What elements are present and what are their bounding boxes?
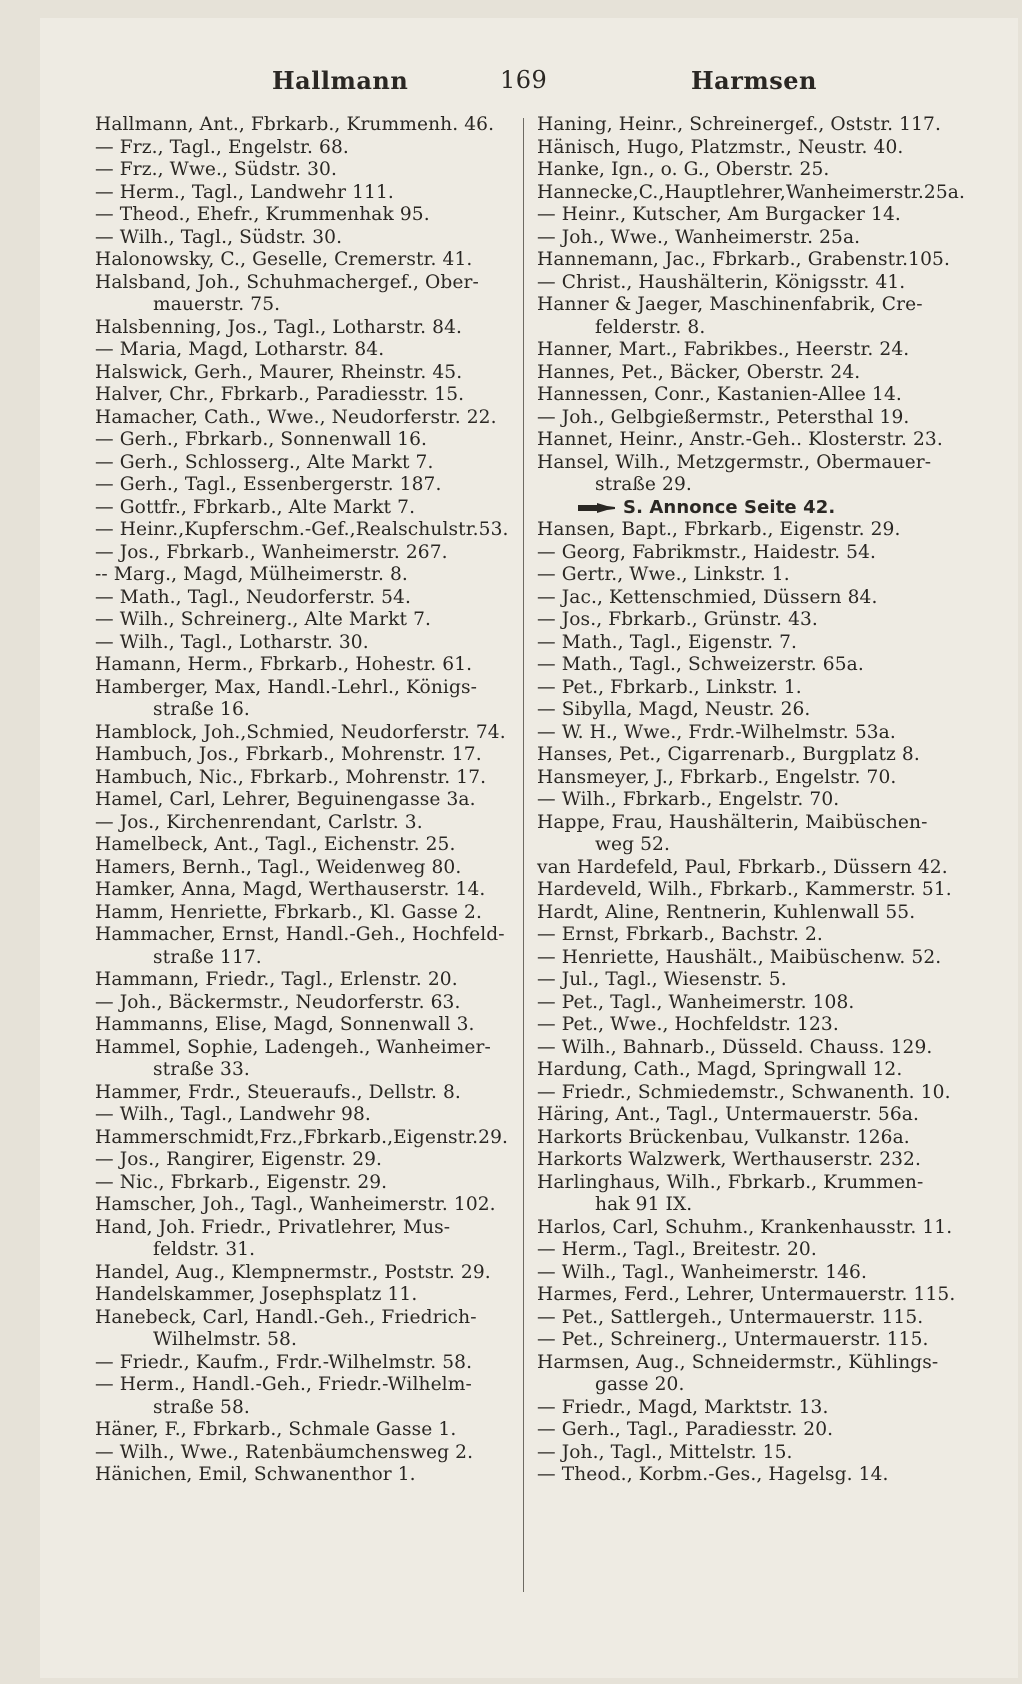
directory-entry: Hamker, Anna, Magd, Werthauserstr. 14. bbox=[95, 879, 486, 900]
directory-entry: Hamelbeck, Ant., Tagl., Eichenstr. 25. bbox=[95, 834, 456, 855]
directory-entry: Halsbenning, Jos., Tagl., Lotharstr. 84. bbox=[95, 316, 463, 338]
directory-entry: Hamann, Herm., Fbrkarb., Hohestr. 61. bbox=[95, 654, 473, 675]
directory-entry: — Gerh., Schlosserg., Alte Markt 7. bbox=[95, 451, 434, 473]
directory-entry: Hannecke,C.,Hauptlehrer,Wanheimerstr.25a. bbox=[537, 181, 965, 203]
directory-entry: — Christ., Haushälterin, Königsstr. 41. bbox=[537, 271, 906, 293]
directory-entry: — Math., Tagl., Eigenstr. 7. bbox=[537, 631, 798, 653]
directory-entry: — Pet., Sattlergeh., Untermauerstr. 115. bbox=[537, 1306, 924, 1328]
directory-entry: Hammann, Friedr., Tagl., Erlenstr. 20. bbox=[95, 969, 458, 990]
directory-entry: — Wilh., Tagl., Landwehr 98. bbox=[95, 1104, 371, 1125]
directory-entry: felderstr. 8. bbox=[595, 316, 706, 338]
directory-entry: Halsband, Joh., Schuhmachergef., Ober- bbox=[95, 271, 479, 293]
running-head-left: Hallmann bbox=[272, 66, 409, 95]
directory-entry: — Jul., Tagl., Wiesenstr. 5. bbox=[537, 969, 787, 990]
directory-entry: Hansmeyer, J., Fbrkarb., Engelstr. 70. bbox=[537, 766, 897, 788]
directory-entry: Hannet, Heinr., Anstr.-Geh.. Klosterstr. 23. bbox=[537, 429, 943, 450]
directory-entry: — Jac., Kettenschmied, Düssern 84. bbox=[537, 586, 878, 608]
right-column bbox=[537, 114, 989, 1487]
directory-entry: — Wilh., Tagl., Wanheimerstr. 146. bbox=[537, 1261, 867, 1283]
directory-entry: — Math., Tagl., Schweizerstr. 65a. bbox=[537, 654, 864, 675]
column-divider bbox=[523, 118, 524, 1592]
directory-entry: — Gerh., Fbrkarb., Sonnenwall 16. bbox=[95, 429, 428, 450]
directory-entry: Hanke, Ign., o. G., Oberstr. 25. bbox=[537, 159, 830, 180]
directory-entry: Harlinghaus, Wilh., Fbrkarb., Krummen- bbox=[537, 1171, 924, 1193]
directory-entry: Handel, Aug., Klempnermstr., Poststr. 29. bbox=[95, 1261, 491, 1283]
directory-entry: straße 29. bbox=[595, 474, 692, 495]
directory-entry: — Heinr., Kutscher, Am Burgacker 14. bbox=[537, 204, 901, 225]
directory-entry: Happe, Frau, Haushälterin, Maibüschen- bbox=[537, 811, 928, 833]
directory-entry: Hamacher, Cath., Wwe., Neudorferstr. 22. bbox=[95, 406, 497, 428]
directory-entry: Hamscher, Joh., Tagl., Wanheimerstr. 102. bbox=[95, 1194, 496, 1215]
directory-entry: Hansel, Wilh., Metzgermstr., Obermauer- bbox=[537, 451, 932, 473]
directory-entry: — Math., Tagl., Neudorferstr. 54. bbox=[95, 586, 411, 608]
directory-entry: Hannemann, Jac., Fbrkarb., Grabenstr.105. bbox=[537, 249, 950, 270]
directory-entry: — Jos., Fbrkarb., Wanheimerstr. 267. bbox=[95, 541, 448, 563]
page-number: 169 bbox=[500, 66, 548, 94]
directory-entry: Hänisch, Hugo, Platzmstr., Neustr. 40. bbox=[537, 136, 904, 158]
directory-entry: Hallmann, Ant., Fbrkarb., Krummenh. 46. bbox=[95, 114, 495, 135]
directory-entry: — Frz., Tagl., Engelstr. 68. bbox=[95, 136, 349, 158]
directory-entry: — Gertr., Wwe., Linkstr. 1. bbox=[537, 564, 790, 585]
directory-entry: — Joh., Bäckermstr., Neudorferstr. 63. bbox=[95, 991, 461, 1013]
directory-entry: — Wilh., Bahnarb., Düsseld. Chauss. 129. bbox=[537, 1036, 933, 1058]
directory-entry: Hambuch, Jos., Fbrkarb., Mohrenstr. 17. bbox=[95, 744, 482, 765]
left-column bbox=[95, 114, 515, 1487]
directory-entry: Hammanns, Elise, Magd, Sonnenwall 3. bbox=[95, 1014, 475, 1035]
directory-entry: Harkorts Walzwerk, Werthauserstr. 232. bbox=[537, 1149, 921, 1170]
directory-entry: Handelskammer, Josephsplatz 11. bbox=[95, 1284, 418, 1305]
directory-entry: — Heinr.,Kupferschm.-Gef.,Realschulstr.53. bbox=[95, 519, 509, 540]
directory-entry: Harkorts Brückenbau, Vulkanstr. 126a. bbox=[537, 1126, 910, 1148]
directory-entry: — Gottfr., Fbrkarb., Alte Markt 7. bbox=[95, 496, 416, 518]
directory-entry: — Jos., Kirchenrendant, Carlstr. 3. bbox=[95, 811, 423, 833]
directory-entry: Halswick, Gerh., Maurer, Rheinstr. 45. bbox=[95, 361, 463, 383]
directory-entry: — W. H., Wwe., Frdr.-Wilhelmstr. 53a. bbox=[537, 721, 896, 743]
directory-entry: — Frz., Wwe., Südstr. 30. bbox=[95, 159, 337, 180]
directory-entry: — Joh., Wwe., Wanheimerstr. 25a. bbox=[537, 226, 861, 248]
directory-entry: — Wilh., Fbrkarb., Engelstr. 70. bbox=[537, 789, 840, 810]
directory-entry: Halonowsky, C., Geselle, Cremerstr. 41. bbox=[95, 249, 473, 270]
directory-entry: straße 117. bbox=[153, 946, 262, 968]
directory-entry: Hamblock, Joh.,Schmied, Neudorferstr. 74. bbox=[95, 721, 506, 743]
directory-entry: Hanses, Pet., Cigarrenarb., Burgplatz 8. bbox=[537, 744, 920, 765]
pointing-hand-icon bbox=[577, 502, 617, 514]
directory-entry: — Friedr., Kaufm., Frdr.-Wilhelmstr. 58. bbox=[95, 1351, 473, 1373]
directory-entry: — Herm., Tagl., Landwehr 111. bbox=[95, 181, 394, 203]
directory-entry: — Herm., Handl.-Geh., Friedr.-Wilhelm- bbox=[95, 1374, 472, 1395]
directory-entry: — Gerh., Tagl., Essenbergerstr. 187. bbox=[95, 474, 442, 495]
directory-entry: Haning, Heinr., Schreinergef., Oststr. 117. bbox=[537, 114, 941, 135]
directory-entry: Häner, F., Fbrkarb., Schmale Gasse 1. bbox=[95, 1419, 457, 1440]
directory-entry: gasse 20. bbox=[595, 1374, 685, 1395]
directory-entry: Hambuch, Nic., Fbrkarb., Mohrenstr. 17. bbox=[95, 766, 487, 788]
directory-entry: — Georg, Fabrikmstr., Haidestr. 54. bbox=[537, 541, 877, 563]
directory-entry: — Wilh., Tagl., Südstr. 30. bbox=[95, 226, 343, 248]
directory-entry: — Henriette, Haushält., Maibüschenw. 52. bbox=[537, 946, 942, 968]
directory-entry: — Joh., Gelbgießermstr., Petersthal 19. bbox=[537, 406, 910, 428]
directory-entry: Hansen, Bapt., Fbrkarb., Eigenstr. 29. bbox=[537, 519, 901, 540]
directory-entry: — Jos., Fbrkarb., Grünstr. 43. bbox=[537, 609, 818, 630]
directory-entry: — Wilh., Wwe., Ratenbäumchensweg 2. bbox=[95, 1441, 474, 1463]
directory-entry: — Friedr., Schmiedemstr., Schwanenth. 10. bbox=[537, 1081, 951, 1103]
directory-entry: -- Marg., Magd, Mülheimerstr. 8. bbox=[95, 564, 408, 585]
directory-entry: straße 58. bbox=[153, 1396, 250, 1418]
directory-entry: Hardt, Aline, Rentnerin, Kuhlenwall 55. bbox=[537, 901, 916, 923]
directory-entry: — Gerh., Tagl., Paradiesstr. 20. bbox=[537, 1419, 834, 1440]
directory-entry: Hamm, Henriette, Fbrkarb., Kl. Gasse 2. bbox=[95, 901, 482, 923]
directory-entry: feldstr. 31. bbox=[153, 1239, 256, 1260]
directory-entry: Hanner, Mart., Fabrikbes., Heerstr. 24. bbox=[537, 339, 910, 360]
directory-entry: weg 52. bbox=[595, 834, 671, 855]
running-head-right: Harmsen bbox=[691, 66, 817, 95]
directory-entry: Harmsen, Aug., Schneidermstr., Kühlings- bbox=[537, 1351, 939, 1373]
directory-entry: Halver, Chr., Fbrkarb., Paradiesstr. 15. bbox=[95, 384, 465, 405]
directory-entry: Hammer, Frdr., Steueraufs., Dellstr. 8. bbox=[95, 1081, 461, 1103]
directory-entry: — Theod., Korbm.-Ges., Hagelsg. 14. bbox=[537, 1464, 889, 1485]
directory-entry: Hammerschmidt,Frz.,Fbrkarb.,Eigenstr.29. bbox=[95, 1126, 509, 1148]
directory-entry: Hanner & Jaeger, Maschinenfabrik, Cre- bbox=[537, 294, 923, 315]
directory-entry: Hamel, Carl, Lehrer, Beguinengasse 3a. bbox=[95, 789, 476, 810]
annonce-text: S. Annonce Seite 42. bbox=[623, 496, 836, 518]
directory-entry: Wilhelmstr. 58. bbox=[153, 1329, 297, 1350]
directory-entry: Hammacher, Ernst, Handl.-Geh., Hochfeld- bbox=[95, 924, 505, 945]
directory-entry: Hamberger, Max, Handl.-Lehrl., Königs- bbox=[95, 676, 477, 698]
directory-entry: Hanebeck, Carl, Handl.-Geh., Friedrich- bbox=[95, 1306, 477, 1328]
directory-entry: — Jos., Rangirer, Eigenstr. 29. bbox=[95, 1149, 383, 1170]
directory-entry: — Friedr., Magd, Marktstr. 13. bbox=[537, 1396, 829, 1418]
annonce-reference bbox=[537, 497, 989, 520]
directory-entry: — Pet., Fbrkarb., Linkstr. 1. bbox=[537, 676, 802, 698]
directory-entry: — Maria, Magd, Lotharstr. 84. bbox=[95, 339, 385, 360]
directory-entry: Hardung, Cath., Magd, Springwall 12. bbox=[537, 1059, 903, 1080]
directory-entry: Harlos, Carl, Schuhm., Krankenhausstr. 11. bbox=[537, 1216, 953, 1238]
directory-entry: Hardeveld, Wilh., Fbrkarb., Kammerstr. 51. bbox=[537, 879, 952, 900]
directory-entry: — Joh., Tagl., Mittelstr. 15. bbox=[537, 1441, 793, 1463]
directory-entry: Harmes, Ferd., Lehrer, Untermauerstr. 115. bbox=[537, 1284, 956, 1305]
directory-entry: — Herm., Tagl., Breitestr. 20. bbox=[537, 1239, 817, 1260]
directory-entry: straße 33. bbox=[153, 1059, 250, 1080]
directory-entry: — Nic., Fbrkarb., Eigenstr. 29. bbox=[95, 1171, 388, 1193]
directory-entry: — Wilh., Schreinerg., Alte Markt 7. bbox=[95, 609, 432, 630]
directory-entry: hak 91 IX. bbox=[595, 1194, 693, 1215]
directory-entry: — Pet., Tagl., Wanheimerstr. 108. bbox=[537, 991, 855, 1013]
directory-entry: van Hardefeld, Paul, Fbrkarb., Düssern 42. bbox=[537, 856, 948, 878]
directory-entry: — Sibylla, Magd, Neustr. 26. bbox=[537, 699, 811, 720]
directory-entry: Hannessen, Conr., Kastanien-Allee 14. bbox=[537, 384, 902, 405]
directory-entry: — Ernst, Fbrkarb., Bachstr. 2. bbox=[537, 924, 823, 945]
directory-entry: Hand, Joh. Friedr., Privatlehrer, Mus- bbox=[95, 1216, 451, 1238]
directory-entry: — Pet., Wwe., Hochfeldstr. 123. bbox=[537, 1014, 839, 1035]
directory-entry: — Wilh., Tagl., Lotharstr. 30. bbox=[95, 631, 369, 653]
directory-entry: — Pet., Schreinerg., Untermauerstr. 115. bbox=[537, 1329, 929, 1350]
directory-entry: Hammel, Sophie, Ladengeh., Wanheimer- bbox=[95, 1036, 491, 1058]
directory-entry: Hänichen, Emil, Schwanenthor 1. bbox=[95, 1464, 416, 1485]
directory-entry: straße 16. bbox=[153, 699, 250, 720]
directory-entry: mauerstr. 75. bbox=[153, 294, 281, 315]
directory-entry: Hannes, Pet., Bäcker, Oberstr. 24. bbox=[537, 361, 861, 383]
directory-entry: Hamers, Bernh., Tagl., Weidenweg 80. bbox=[95, 856, 462, 878]
directory-entry: Häring, Ant., Tagl., Untermauerstr. 56a. bbox=[537, 1104, 919, 1125]
directory-entry: — Theod., Ehefr., Krummenhak 95. bbox=[95, 204, 430, 225]
